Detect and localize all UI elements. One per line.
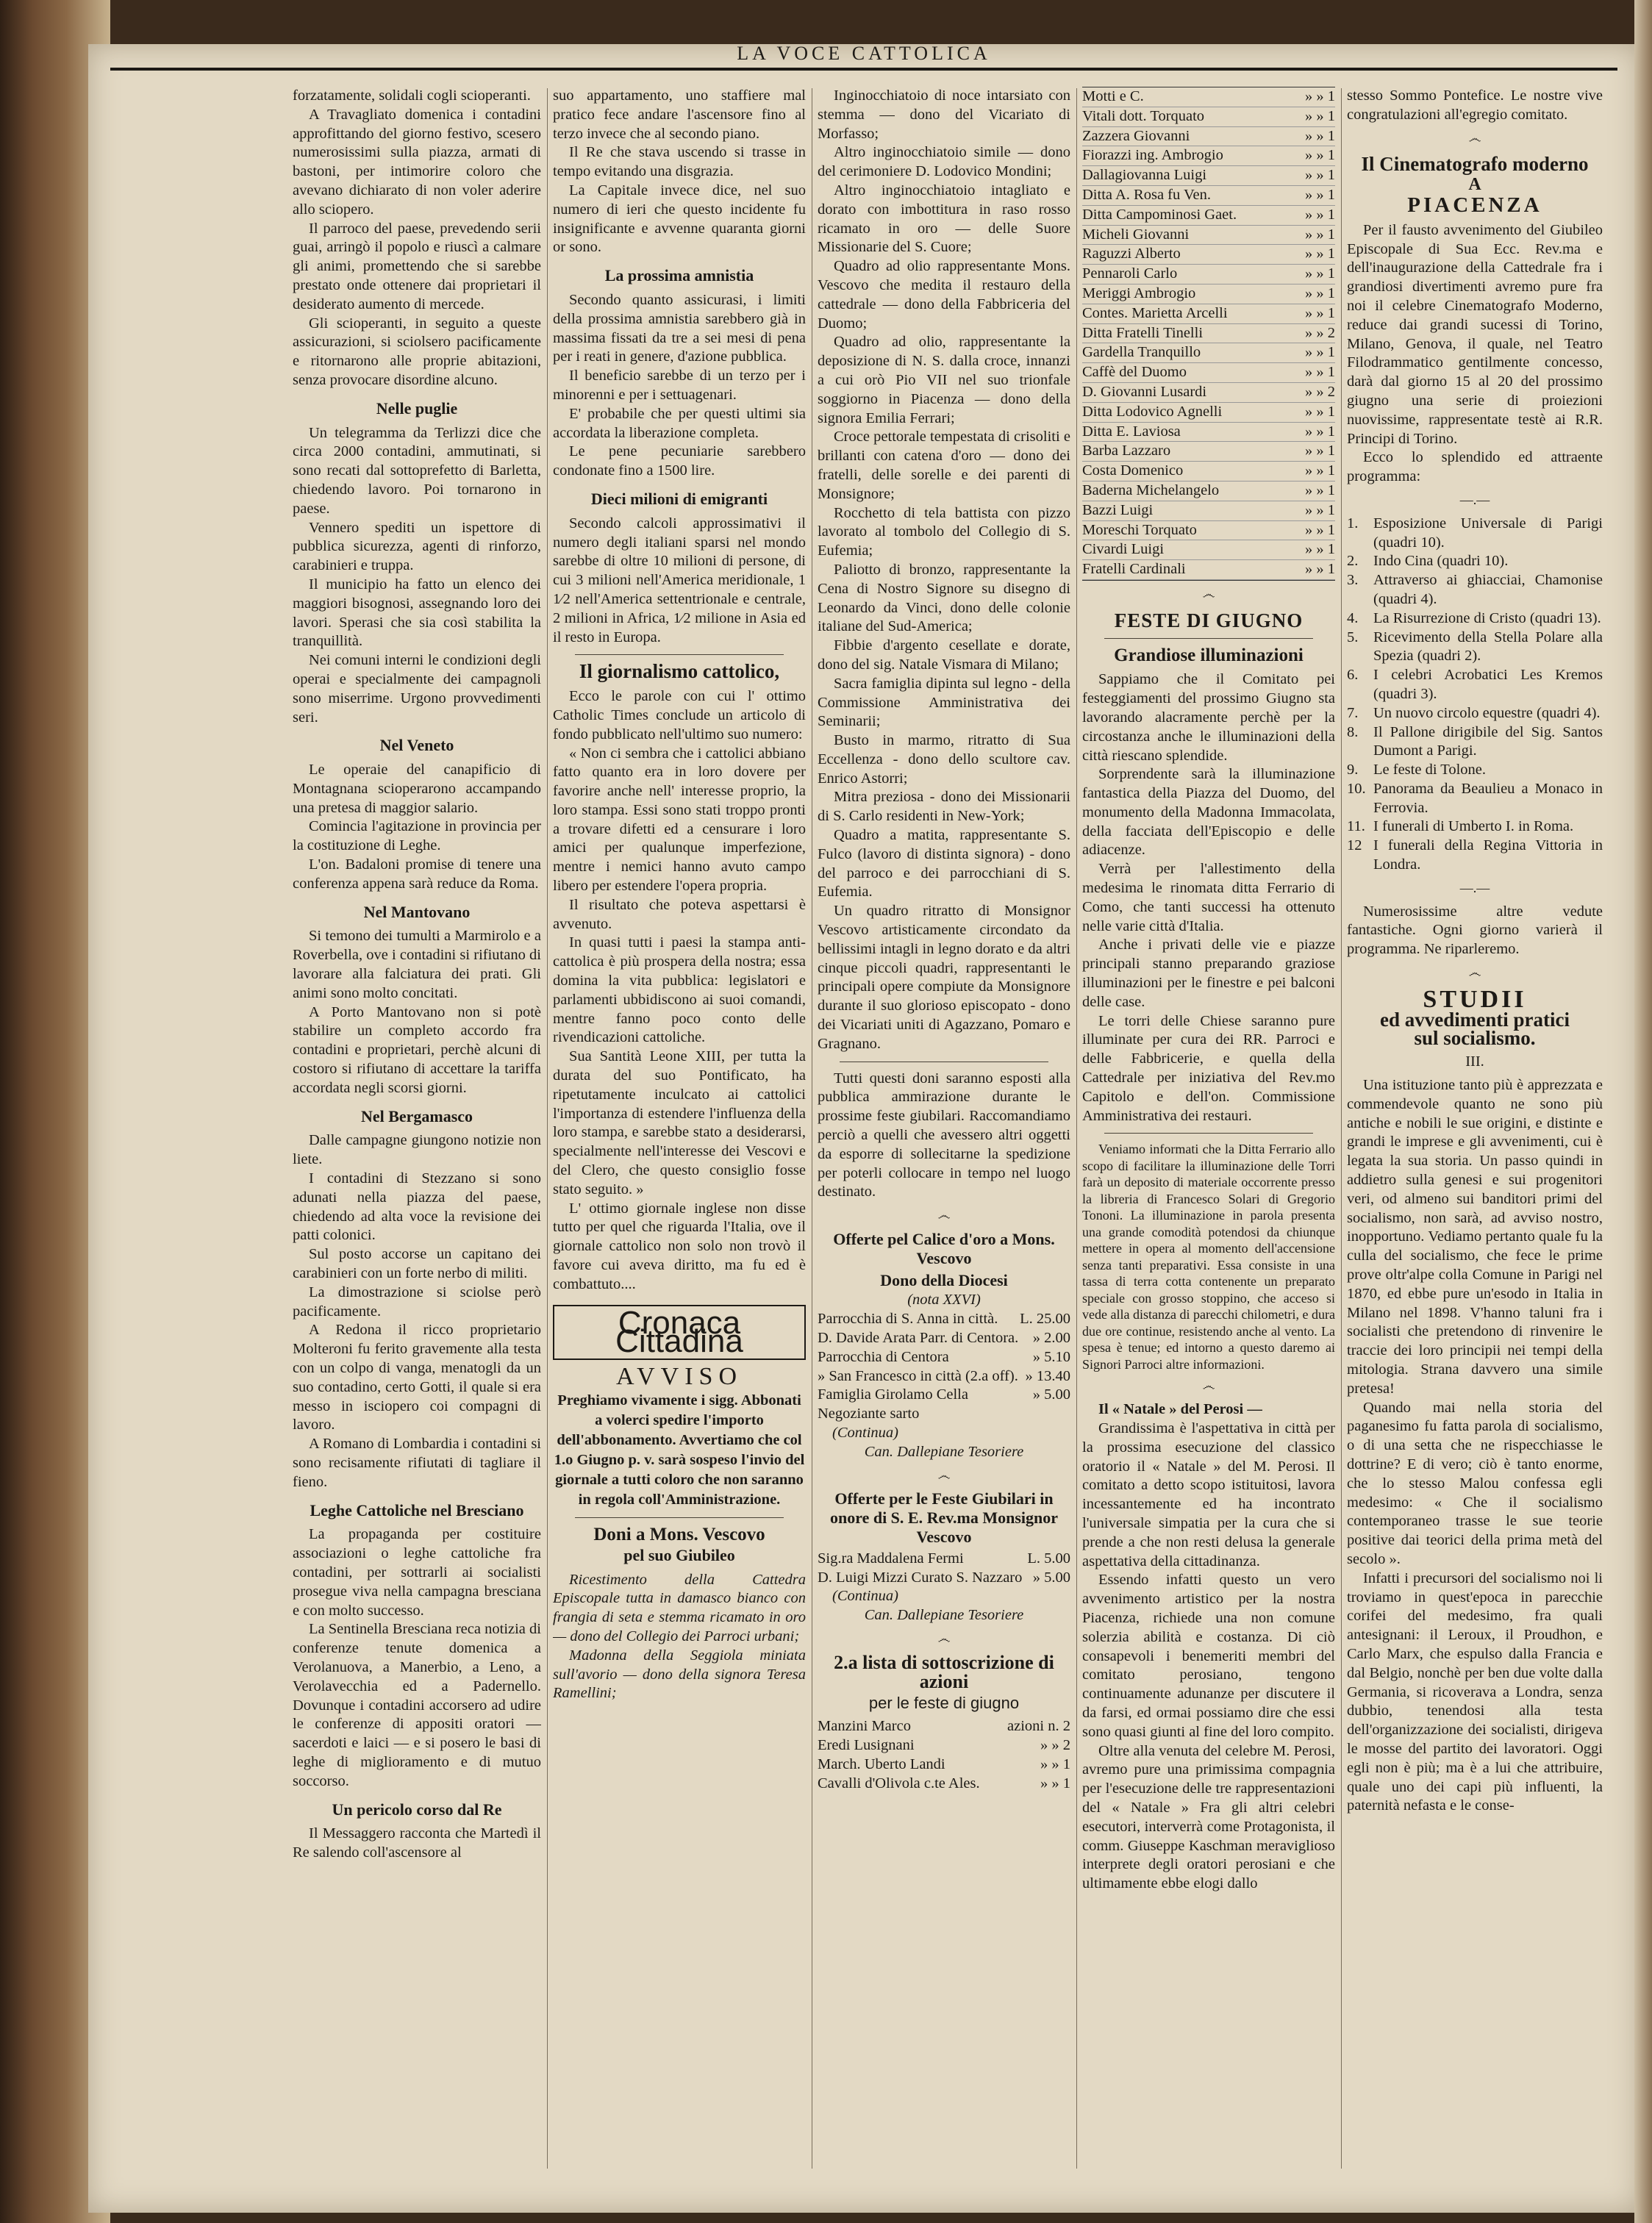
divider-icon: —.— — [1459, 880, 1490, 895]
list-item-value: L. 5.00 — [1027, 1550, 1070, 1567]
list-item-name: Micheli Giovanni — [1082, 226, 1190, 243]
list-item-name: Meriggi Ambrogio — [1082, 284, 1196, 301]
list-item-name: Eredi Lusignani — [818, 1736, 915, 1753]
program-item-text: Attraverso ai ghiacciai, Chamonise (quadri 4). — [1373, 572, 1603, 607]
list-item — [1082, 383, 1335, 403]
list-item-value: » » 1 — [1040, 1755, 1070, 1772]
list-item-name: Barba Lazzaro — [1082, 443, 1171, 459]
list-item-value: » » 1 — [1305, 443, 1335, 459]
list-item-value: » 5.00 — [1032, 1386, 1070, 1403]
paragraph: Busto in marmo, ritratto di Sua Eccellenza - dono dello scultore cav. Enrico Astorri; — [818, 732, 1070, 787]
list-item-name: Famiglia Girolamo Cella Negoziante sarto — [818, 1386, 968, 1422]
list-item-value: » » 1 — [1305, 423, 1335, 440]
list-item — [1082, 560, 1335, 580]
list-item-value: » » 1 — [1305, 284, 1335, 301]
list-item-name: Ditta E. Laviosa — [1082, 423, 1181, 440]
paragraph: stesso Sommo Pontefice. Le nostre vive congratulazioni all'egregio comitato. — [1347, 87, 1603, 123]
list-item-value: » » 2 — [1040, 1736, 1070, 1753]
section-subheading: per le feste di giugno — [868, 1694, 1020, 1713]
paragraph: Infatti i precursori del socialismo noi li troviamo in quest'epoca in parecchie corifei del medesimo, fra quali antesignani: il Leroux, il Proudhon, e Carlo Marx, che espulso dalla Francia e dal Belgio, nonchè per ben due volte dalla Germania, si ricoverava a Londra, senza dubbio, tenendosi alla testa dell'organizzazione dei socialisti, dirigeva le mosse del partito dei lavoratori. Oggi egli non è più; ma è a lui che attribuire, quale uno dei capi più influenti, la paternità nefasta e le conse- — [1347, 1569, 1603, 1814]
notice-text: Preghiamo vivamente i sigg. Abbonati a volerci spedire l'importo dell'abbonamento. Avvertiamo che col 1.o Giugno p. v. sarà sospeso l'invio del giornale a tutti coloro che non saranno in regola coll'Amministrazione. — [554, 1392, 805, 1508]
list-item-name: Cavalli d'Olivola c.te Ales. — [818, 1775, 980, 1791]
program-item-number: 2. — [1347, 553, 1359, 570]
list-item — [1082, 245, 1335, 265]
list-item — [1082, 304, 1335, 324]
section-heading: Nel Veneto — [379, 736, 454, 755]
paragraph: Madonna della Seggiola miniata sull'avorio — dono della signora Teresa Ramellini; — [553, 1647, 806, 1702]
program-item-text: Ricevimento della Stella Polare alla Spezia (quadri 2). — [1373, 629, 1603, 665]
program-item-number: 6. — [1347, 667, 1359, 684]
signature: Can. Dallepiane Tesoriere — [864, 1443, 1024, 1460]
list-item — [818, 1717, 1070, 1736]
list-item-value: azioni n. 2 — [1007, 1718, 1070, 1735]
column-5 — [1347, 87, 1603, 2182]
list-item-name: Motti e C. — [1082, 88, 1144, 104]
ornament-icon: ෴ — [937, 1630, 951, 1646]
paragraph: Sul posto accorse un capitano dei carabinieri con un forte nerbo di militi. — [293, 1246, 541, 1282]
list-item — [1082, 107, 1335, 127]
list-item-name: Moreschi Torquato — [1082, 521, 1197, 538]
program-item — [1347, 629, 1603, 667]
signature: Can. Dallepiane Tesoriere — [864, 1607, 1024, 1624]
list-item — [1082, 186, 1335, 206]
paragraph: « Non ci sembra che i cattolici abbiano fatto quanto era in loro dovere per favorire anche nell' interesse proprio, la loro stampa. Essi sono stati troppo pronti a trovare difetti ed a censurare i loro amici per qualunque imperfezione, mentre i nemici hanno avuto campo libero per estendere l'opera propria. — [553, 745, 806, 895]
list-item-name: March. Uberto Landi — [818, 1755, 945, 1772]
paragraph: Quando mai nella storia del paganesimo fu fatta parola di socialismo, o di una setta che ne rispecchiasse le dottrine? E di vero; ciò è tanto enorme, che lo stesso Malou confessa egli medesimo: « Che il socialismo contemporaneo trasse le sue teorie positive dai teorici della prima metà del secolo ». — [1347, 1399, 1603, 1567]
list-item-name: Bazzi Luigi — [1082, 501, 1154, 518]
continua-label: (Continua) — [832, 1424, 898, 1441]
ornament-icon: ෴ — [1468, 130, 1481, 146]
program-item-number: 8. — [1347, 723, 1359, 740]
column-4 — [1082, 87, 1335, 2182]
page-header — [110, 37, 1617, 81]
paragraph: Secondo calcoli approssimativi il numero degli italiani sparsi nel mondo sarebbe di oltre 10 milioni di persone, di cui 3 milioni nell'America meridionale, 1 1⁄2 nell'America settentrionale e centrale, 2 milioni in Africa, 1⁄2 milione in Asia ed il resto in Europa. — [553, 515, 806, 645]
program-item-text: Un nuovo circolo equestre (quadri 4). — [1373, 704, 1601, 721]
list-item-name: Ditta Lodovico Agnelli — [1082, 403, 1223, 420]
program-item — [1347, 780, 1603, 818]
list-item-name: D. Davide Arata Parr. di Centora. — [818, 1330, 1019, 1346]
list-item-name: Dallagiovanna Luigi — [1082, 167, 1207, 184]
list-item-name: Ditta A. Rosa fu Ven. — [1082, 186, 1212, 203]
divider — [1104, 1133, 1313, 1134]
list-item-name: D. Luigi Mizzi Curato S. Nazzaro — [818, 1569, 1023, 1586]
paragraph: Fibbie d'argento cesellate e dorate, dono del sig. Natale Vismara di Milano; — [818, 637, 1070, 673]
header-rule — [110, 68, 1617, 71]
paragraph: Altro inginocchiatoio intagliato e dorato con imbottitura in raso rosso ricamato in oro — delle Suore Missionarie del S. Cuore; — [818, 182, 1070, 256]
article-subtitle: sul socialismo. — [1414, 1027, 1536, 1050]
paragraph: Il risultato che poteva aspettarsi è avvenuto. — [553, 896, 806, 932]
list-item — [1082, 87, 1335, 107]
paragraph: La dimostrazione si sciolse però pacificamente. — [293, 1284, 541, 1320]
paragraph: Nei comuni interni le condizioni degli operai e specialmente dei campagnoli sono miserrime. Urgono provvedimenti seri. — [293, 652, 541, 726]
program-item — [1347, 761, 1603, 780]
program-item-text: Panorama da Beaulieu a Monaco in Ferrovia. — [1373, 780, 1603, 816]
notice-title: AVVISO — [615, 1363, 743, 1391]
article-subtitle: pel suo Giubileo — [623, 1545, 735, 1564]
list-item — [818, 1775, 1070, 1794]
paragraph: Le torri delle Chiese saranno pure illuminate per cura dei RR. Parroci e delle Fabbricerie, e quella della Cattedrale per iniziativa del Rev.mo Capitolo e dell'on. Commissione Amministrativa dei restauri. — [1082, 1012, 1335, 1124]
program-item-number: 7. — [1347, 704, 1359, 721]
paragraph: Inginocchiatoio di noce intarsiato con stemma — dono del Vicariato di Morfasso; — [818, 87, 1070, 142]
list-item-value: » » 1 — [1305, 186, 1335, 203]
article-title-part: A — [1468, 175, 1481, 195]
paragraph: Gli scioperanti, in seguito a queste assicurazioni, si sciolsero pacificamente e ritornarono alle proprie abitazioni, senza provocare disordine alcuno. — [293, 315, 541, 388]
article-subtitle: ed avvedimenti pratici — [1380, 1008, 1570, 1031]
column-rule — [1076, 88, 1077, 2169]
program-list — [1347, 515, 1603, 875]
article-subtitle: Grandiose illuminazioni — [1114, 645, 1304, 665]
section-heading: Il « Natale » del Perosi — — [1098, 1401, 1262, 1418]
list-item — [1082, 501, 1335, 521]
program-item-text: I funerali di Umberto I. in Roma. — [1373, 818, 1574, 835]
paragraph: L'on. Badaloni promise di tenere una conferenza appena sarà reduce da Roma. — [293, 856, 541, 892]
list-item — [1082, 166, 1335, 186]
offering-list — [818, 1550, 1070, 1588]
paragraph: Sua Santità Leone XIII, per tutta la durata del suo Pontificato, ha ripetutamente inculcato ai cattolici l'importanza di estendere l'influenza della loro stampa, e sarebbe stato a desiderarsi, specialmente nell'interesse dei Vescovi e del Clero, che questo consiglio fosse stato seguito. » — [553, 1048, 806, 1198]
list-item-name: Sig.ra Maddalena Fermi — [818, 1550, 964, 1567]
paragraph: Le pene pecuniarie sarebbero condonate fino a 1500 lire. — [553, 443, 806, 479]
list-item-name: Costa Domenico — [1082, 462, 1184, 479]
paragraph: Ricestimento della Cattedra Episcopale tutta in damasco bianco con frangia di seta e stemma ricamato in oro — dono del Collegio dei Parroci urbani; — [553, 1571, 806, 1644]
column-2 — [553, 87, 806, 2182]
list-item — [818, 1569, 1070, 1588]
paragraph: Il municipio ha fatto un elenco dei maggiori bisognosi, assegnando loro dei lavori. Sperasi che sia così stabilita la tranquillità. — [293, 576, 541, 650]
paragraph: Per il fausto avvenimento del Giubileo Episcopale di Sua Ecc. Rev.ma e dell'inaugurazione della Cattedrale fra i grandiosi divertimenti avremo pure fra noi il celebre Cinematografo Moderno, reduce dai grandi sucessi di Torino, Milano, Genova, il quale, nel Teatro Filodrammatico gentilmente concesso, darà dal giorno 15 al 20 del prossimo giugno una serie di proiezioni nuovissime, rappresentate testè ai R.R. Principi di Torino. — [1347, 221, 1603, 447]
list-item-value: » » 1 — [1305, 304, 1335, 321]
list-item-value: » » 1 — [1305, 265, 1335, 282]
paragraph: Ecco lo splendido ed attraente programma: — [1347, 449, 1603, 485]
paragraph: Altro inginocchiatoio simile — dono del cerimoniere D. Lodovico Mondini; — [818, 144, 1070, 180]
program-item-text: I funerali della Regina Vittoria in Londra. — [1373, 837, 1603, 873]
list-item-value: » » 1 — [1305, 403, 1335, 420]
paragraph: A Romano di Lombardia i contadini si sono recisamente rifiutati di tagliare il fieno. — [293, 1436, 541, 1490]
paragraph: Il Messaggero racconta che Martedì il Re salendo coll'ascensore al — [293, 1825, 541, 1861]
list-item — [1082, 363, 1335, 383]
program-item — [1347, 723, 1603, 762]
column-1 — [293, 87, 541, 2182]
list-item — [818, 1386, 1070, 1424]
paragraph: Numerosissime altre vedute fantastiche. Ogni giorno varierà il programma. Ne riparleremo. — [1347, 903, 1603, 958]
list-item — [1082, 284, 1335, 304]
list-item — [1082, 146, 1335, 166]
program-item — [1347, 666, 1603, 704]
list-item-value: » 13.40 — [1025, 1367, 1070, 1384]
program-item-number: 4. — [1347, 609, 1359, 626]
program-item-text: Esposizione Universale di Parigi (quadri 10). — [1373, 515, 1603, 551]
paragraph: Tutti questi doni saranno esposti alla pubblica ammirazione durante le prossime feste giubilari. Raccomandiamo perciò a quelli che avessero altri oggetti da esporre di sollecitarne la spedizione per poterli collocare in tempo nel luogo destinato. — [818, 1070, 1070, 1200]
list-item — [1082, 540, 1335, 560]
paragraph: Sappiamo che il Comitato pei festeggiamenti del prossimo Giugno sta lavorando alacramente perchè per la circostanza anche le illuminazioni della città riescano splendide. — [1082, 671, 1335, 764]
paragraph: Mitra preziosa - dono dei Missionarii di S. Carlo residenti in New-York; — [818, 789, 1070, 825]
list-item-name: Ditta Campominosi Gaet. — [1082, 206, 1237, 223]
list-item-name: Parrocchia di Centora — [818, 1348, 949, 1365]
list-item-value: » » 1 — [1305, 107, 1335, 124]
masthead: LA VOCE CATTOLICA — [737, 43, 991, 64]
paragraph: A Porto Mantovano non si potè stabilire un completo accordo fra contadini e proprietari, perchè alcuni di costoro si rifiutano di accettare la tariffa accordata negli scorsi giorni. — [293, 1003, 541, 1096]
list-item-name: » San Francesco in città (2.a off). — [818, 1367, 1018, 1384]
article-title: Il giornalismo cattolico, — [579, 660, 780, 683]
program-item-text: La Risurrezione di Cristo (quadri 13). — [1373, 609, 1601, 626]
section-heading: Leghe Cattoliche nel Bresciano — [310, 1500, 524, 1519]
list-item-name: Pennaroli Carlo — [1082, 265, 1178, 282]
paragraph: Essendo infatti questo un vero avvenimento artistico per la nostra Piacenza, richiede una non comune solerzia abilità e costanza. Di ciò consapevoli i benemeriti membri del comitato perosiano, tengono continuamente adunanze per discutere il da farsi, ed ormai possiamo dire che essi sono quasi giunti al fine del loro compito. — [1082, 1572, 1335, 1740]
program-item-text: Indo Cina (quadri 10). — [1373, 553, 1509, 570]
list-item-value: » » 2 — [1305, 324, 1335, 341]
ornament-icon: ෴ — [1202, 586, 1215, 601]
paragraph: Il parroco del paese, prevedendo serii guai, arringò il popolo e riuscì a calmare gli animi, promettendo che si sarebbe prestato onde ottenere dai proprietari il desiderato aumento di mercede. — [293, 220, 541, 312]
section-heading: La prossima amnistia — [604, 266, 754, 285]
program-item — [1347, 704, 1603, 723]
list-item-value: » » 1 — [1305, 462, 1335, 479]
list-item — [818, 1755, 1070, 1775]
list-item-name: Gardella Tranquillo — [1082, 344, 1201, 361]
article-title-part: PIACENZA — [1407, 193, 1542, 217]
program-item-number: 11. — [1347, 818, 1365, 835]
paragraph: Dalle campagne giungono notizie non liete. — [293, 1132, 541, 1168]
list-item — [1082, 423, 1335, 443]
program-item-text: I celebri Acrobatici Les Kremos (quadri 3). — [1373, 667, 1603, 702]
paragraph: Veniamo informati che la Ditta Ferrario allo scopo di facilitare la illuminazione delle Torri farà un deposito di materiale occorrente presso la libreria di Francesco Solari di Gregorio Tononi. La illuminazione in parola presenta una grande comodità potendosi da chiunque mettere in opera al momento dell'accensione senza tanti preparativi. Essa consiste in una tassa di terra cotta contenente un preparato speciale con grosso stoppino, che acceso si vede alla distanza di parecchi chilometri, e dura due ore continue, resistendo anche al vento. La spesa è tenue; ed intorno a questo daremo ai Signori Parroci altre informazioni. — [1082, 1142, 1335, 1372]
section-heading: Nel Mantovano — [363, 902, 471, 921]
continua-label: (Continua) — [832, 1588, 898, 1605]
divider — [1104, 638, 1313, 639]
paragraph: Vennero spediti un ispettore di pubblica sicurezza, agenti di rinforzo, carabinieri e truppa. — [293, 519, 541, 574]
list-item-name: Parrocchia di S. Anna in città. — [818, 1311, 998, 1328]
ornament-icon: ෴ — [937, 1208, 951, 1223]
program-item — [1347, 817, 1603, 837]
ornament-icon: ෴ — [1468, 965, 1481, 981]
section-heading: Nel Bergamasco — [360, 1106, 473, 1125]
paragraph: forzatamente, solidali cogli scioperanti. — [293, 87, 531, 104]
ornament-icon: ෴ — [937, 1467, 951, 1483]
article-title: STUDII — [1423, 985, 1527, 1013]
list-item-value: » » 1 — [1305, 364, 1335, 381]
paragraph: Quadro ad olio rappresentante Mons. Vescovo che medita il restauro della cattedrale — dono della Fabbriceria del Duomo; — [818, 258, 1070, 332]
list-item — [1082, 521, 1335, 541]
program-item — [1347, 552, 1603, 571]
paragraph: Quadro ad olio, rappresentante la deposizione di N. S. dalla croce, innanzi a cui orò Pio VII nel suo trionfale soggiorno in Piacenza — dono della signora Emilia Ferrari; — [818, 334, 1070, 426]
paragraph: Un telegramma da Terlizzi dice che circa 2000 contadini, ammutinati, si sono recati dal sottoprefetto di Barletta, chiedendo lavoro. Poi tornarono in paese. — [293, 424, 541, 517]
list-item — [1082, 403, 1335, 423]
section-heading: 2.a lista di sottoscrizione di azioni — [834, 1651, 1054, 1692]
note-number: (nota XXVI) — [907, 1292, 981, 1309]
article-title: Doni a Mons. Vescovo — [593, 1525, 765, 1544]
article-title: Il Cinematografo moderno — [1361, 153, 1589, 176]
program-item-number: 12 — [1347, 837, 1362, 854]
paragraph: La Sentinella Bresciana reca notizia di conferenze tenute domenica a Verolanuova, a Manerbio, a Leno, a Verolavecchia ed a Padernello. Dovunque i contadini accorsero ad udire le conferenze di appositi oratori — sacerdoti e laici — e si posero le basi di leghe di miglioramento e di mutuo soccorso. — [293, 1621, 541, 1789]
list-item — [1082, 462, 1335, 482]
program-item — [1347, 837, 1603, 875]
list-item-value: » 2.00 — [1032, 1330, 1070, 1346]
paragraph: Il Re che stava uscendo si trasse in tempo evitando una disgrazia. — [553, 144, 806, 180]
offering-list — [818, 1310, 1070, 1424]
list-item-value: L. 25.00 — [1020, 1311, 1070, 1328]
list-item — [818, 1736, 1070, 1755]
section-subheading: Dono della Diocesi — [880, 1270, 1008, 1289]
list-item-value: » » 1 — [1305, 482, 1335, 498]
section-banner: Cronaca Cittadina — [553, 1305, 806, 1361]
paragraph: Oltre alla venuta del celebre M. Perosi, avremo pure una primissima compagnia per l'esecuzione delle tre rappresentazioni del « Natale » Fra gli altri celebri esecutori, interverrà come Protagonista, il comm. Giuseppe Kaschman meraviglioso interprete degli oratori perosiani e che ultimamente ebbe elogi dallo — [1082, 1742, 1335, 1892]
paragraph: Sacra famiglia dipinta sul legno - della Commissione Amministrativa dei Seminarii; — [818, 675, 1070, 730]
list-item-value: » » 1 — [1305, 127, 1335, 144]
divider — [575, 654, 784, 655]
paragraph: Anche i privati delle vie e piazze principali stanno preparando graziose illuminazioni per le finestre e pei balconi delle case. — [1082, 937, 1335, 1010]
column-3 — [818, 87, 1070, 2182]
program-item-number: 3. — [1347, 572, 1359, 589]
ornament-icon: ෴ — [1202, 1378, 1215, 1394]
paragraph: L' ottimo giornale inglese non disse tutto per quel che riguarda l'Italia, ove il giornale cattolico non solo non trovò il favore cui aveva diritto, ma fu ed è combattuto.... — [553, 1200, 806, 1292]
program-item — [1347, 609, 1603, 629]
paragraph: Le operaie del canapificio di Montagnana scioperarono accampando una pretesa di maggior salario. — [293, 762, 541, 816]
list-item-name: Zazzera Giovanni — [1082, 127, 1190, 144]
list-item — [1082, 226, 1335, 246]
paragraph: Grandissima è l'aspettativa in città per la prossima esecuzione del classico oratorio il « Natale » del M. Perosi. Il comitato a detto scopo istituitosi, lavora incessantemente ed ha incontrato l'universale simpatia per la cura che si prende a che non resti delusa la generale aspettativa della cittadinanza. — [1082, 1420, 1335, 1569]
list-item-name: Caffè del Duomo — [1082, 364, 1187, 381]
section-heading: Un pericolo corso dal Re — [332, 1800, 502, 1819]
list-item-value: » 5.00 — [1032, 1569, 1070, 1586]
list-item-value: » » 2 — [1305, 383, 1335, 400]
list-item-value: » » 1 — [1305, 501, 1335, 518]
section-heading: Dieci milioni di emigranti — [590, 489, 768, 508]
paragraph: Croce pettorale tempestata di crisoliti e brillanti con catena d'oro — dono dei fratelli, delle sorelle e dei parenti di Monsignore; — [818, 429, 1070, 502]
divider-icon: —.— — [1459, 492, 1490, 507]
paragraph: Rocchetto di tela battista con pizzo lavorato al tombolo del Collegio di S. Eufemia; — [818, 504, 1070, 559]
program-item-text: Il Pallone dirigibile del Sig. Santos Dumont a Parigi. — [1373, 723, 1603, 759]
list-item-name: Baderna Michelangelo — [1082, 482, 1220, 498]
program-item-text: Le feste di Tolone. — [1373, 762, 1487, 778]
share-list — [818, 1717, 1070, 1793]
list-item — [818, 1329, 1070, 1348]
list-item — [818, 1348, 1070, 1367]
paragraph: Secondo quanto assicurasi, i limiti della prossima amnistia sarebbero già in massima fissati da tre a sei mesi di pena per i reati in genere, d'azione pubblica. — [553, 291, 806, 365]
paragraph: Sorprendente sarà la illuminazione fantastica della Piazza del Duomo, del monumento della Madonna Immacolata, della facciata dell'Episcopio e delle adiacenze. — [1082, 766, 1335, 859]
program-item-number: 5. — [1347, 629, 1359, 645]
program-item-number: 1. — [1347, 515, 1359, 531]
list-item-value: » » 1 — [1305, 561, 1335, 578]
paragraph: suo appartamento, uno staffiere mal pratico fece andare l'ascensore fino al terzo invece che al secondo piano. — [553, 87, 806, 142]
list-item — [818, 1367, 1070, 1386]
list-item-value: » » 1 — [1305, 206, 1335, 223]
list-item-value: » » 1 — [1305, 167, 1335, 184]
list-item — [818, 1550, 1070, 1569]
list-item-value: » » 1 — [1305, 147, 1335, 164]
list-item — [1082, 482, 1335, 501]
share-list — [1082, 87, 1335, 581]
section-heading: Nelle puglie — [376, 398, 458, 418]
article-title: FESTE DI GIUGNO — [1114, 609, 1304, 631]
paragraph: Si temono dei tumulti a Marmirolo e a Roverbella, ove i contadini si rifiutano di lavorare alla falciatura dei prati. Gli animi sono molto concitati. — [293, 928, 541, 1001]
list-item-value: » » 1 — [1305, 226, 1335, 243]
list-item-name: Contes. Marietta Arcelli — [1082, 304, 1228, 321]
program-item — [1347, 571, 1603, 609]
program-item-number: 10. — [1347, 780, 1366, 797]
divider — [575, 1517, 784, 1518]
column-rule — [547, 88, 548, 2169]
paragraph: Ecco le parole con cui l' ottimo Catholic Times conclude un articolo di fondo pubblicato nell'ultimo suo numero: — [553, 688, 806, 742]
list-item — [1082, 127, 1335, 147]
paragraph: Una istituzione tanto più è apprezzata e commendevole quanto ne sono più antiche e nobili le sue origini, e distinte e grandi le imprese e gli avvenimenti, cui è legata la sua storia. Un passo quindi in addietro sulla genesi e sui progenitori veri, od almeno sui banditori primi del socialismo, non sarà, ad avviso nostro, inopportuno. Vediamo pertanto quale fu la culla del socialismo, che fece le prime prove oltr'alpe colla Comune in Parigi nel 1870, ed ebbe pure un'esodo in Italia in Milano nel 1898. V'hanno taluni fra i socialisti che pretendono di rinvenire le traccie dei loro principii nei tempi della mitologia. Strana davvero una simile pretesa! — [1347, 1077, 1603, 1397]
list-item-value: » » 1 — [1305, 541, 1335, 558]
list-item — [1082, 343, 1335, 363]
paragraph: A Travagliato domenica i contadini approfittando del giorno festivo, scesero numerosissimi sulla piazza, armati di bastoni, per intimorire coloro che avevano dichiarato di non voler aderire allo sciopero. — [293, 106, 541, 218]
column-rule — [1341, 88, 1342, 2169]
list-item-name: Vitali dott. Torquato — [1082, 107, 1205, 124]
list-item — [1082, 442, 1335, 462]
paragraph: La propaganda per costituire associazioni o leghe cattoliche fra contadini, per sottrarli ai socialisti prosegue viva nella campagna bresciana e con molto successo. — [293, 1526, 541, 1619]
list-item-value: » » 1 — [1305, 246, 1335, 262]
list-item-name: Manzini Marco — [818, 1718, 911, 1735]
list-item — [818, 1310, 1070, 1329]
list-item-name: Fiorazzi ing. Ambrogio — [1082, 147, 1223, 164]
list-item-name: Ditta Fratelli Tinelli — [1082, 324, 1204, 341]
list-item-name: Raguzzi Alberto — [1082, 246, 1181, 262]
paragraph: Un quadro ritratto di Monsignor Vescovo artisticamente circondato da bellissimi intagli in legno dorato e da altri cinque piccoli quadri, rappresentanti le principali opere compiute da Monsignore durante il suo glorioso episcopato - dono dei Vicariati uniti di Agazzano, Pomaro e Gragnano. — [818, 903, 1070, 1052]
paragraph: In quasi tutti i paesi la stampa anti-cattolica è più prospera della nostra; essa domina la vita pubblica: legislatori e parlamenti ubbidiscono ai suoi comandi, mentre fanno poco conto delle rivendicazioni cattoliche. — [553, 934, 806, 1046]
list-item — [1082, 265, 1335, 284]
section-heading: Offerte per le Feste Giubilari in onore di S. E. Rev.ma Monsignor Vescovo — [829, 1489, 1059, 1546]
list-item-value: » » 1 — [1305, 88, 1335, 104]
list-item — [1082, 206, 1335, 226]
paragraph: Quadro a matita, rappresentante S. Fulco (lavoro di distinta signora) - dono del parroco e dei parrocchiani di S. Eufemia. — [818, 827, 1070, 901]
list-item-value: » » 1 — [1040, 1775, 1070, 1791]
paragraph: La Capitale invece dice, nel suo numero di ieri che questo incidente fu insignificante e avvenne quaranta giorni or sono. — [553, 182, 806, 256]
program-item — [1347, 515, 1603, 553]
list-item — [1082, 324, 1335, 344]
list-item-value: » » 1 — [1305, 344, 1335, 361]
paragraph: Comincia l'agitazione in provincia per la costituzione di Leghe. — [293, 818, 541, 854]
page-edge — [1634, 0, 1652, 2223]
program-item-number: 9. — [1347, 762, 1359, 778]
list-item-value: » » 1 — [1305, 521, 1335, 538]
list-item-name: Fratelli Cardinali — [1082, 561, 1186, 578]
section-heading: Offerte pel Calice d'oro a Mons. Vescovo — [833, 1230, 1055, 1267]
list-item-value: » 5.10 — [1032, 1348, 1070, 1365]
list-item-name: Civardi Luigi — [1082, 541, 1165, 558]
paragraph: A Redona il ricco proprietario Molteroni fu ferito gravemente alla testa con un colpo di vanga, menatogli da un suo contadino, certo Gotti, il quale si era messo in isciopero coi compagni di lavoro. — [293, 1322, 541, 1433]
paragraph: E' probabile che per questi ultimi sia accordata la liberazione completa. — [553, 405, 806, 441]
paragraph: I contadini di Stezzano si sono adunati nella piazza del paese, chiedendo ad alta voce la revisione dei patti colonici. — [293, 1170, 541, 1244]
paragraph: Verrà per l'allestimento della medesima le rinomata ditta Ferrario di Como, che tanti successi ha ottenuto nelle varie città d'Italia. — [1082, 861, 1335, 934]
chapter-number: III. — [1465, 1053, 1484, 1070]
paragraph: Paliotto di bronzo, rappresentante la Cena di Nostro Signore su disegno di Leonardo da Vinci, dono delle colonie italiane del Sud-America; — [818, 561, 1070, 635]
list-item-name: D. Giovanni Lusardi — [1082, 383, 1207, 400]
paragraph: Il beneficio sarebbe di un terzo per i minorenni e per i settuagenari. — [553, 368, 806, 403]
